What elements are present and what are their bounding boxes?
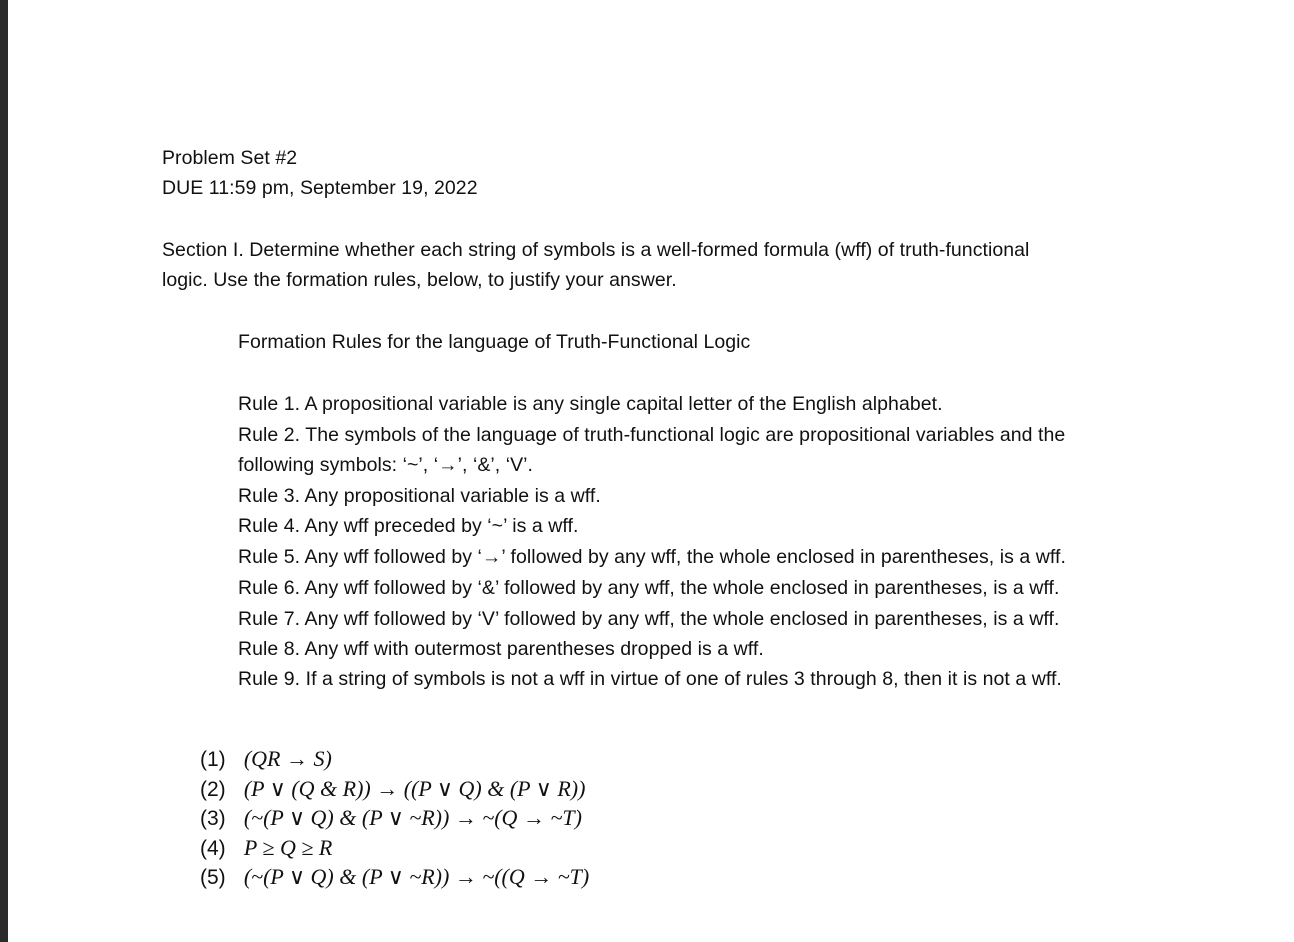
rule-line-9: Rule 9. If a string of symbols is not a wff in virtue of one of rules 3 through 8, then it is not a wff. <box>238 668 1062 690</box>
section-instructions-line-1: Section I. Determine whether each string of symbols is a well-formed formula (wff) of truth-functional <box>162 239 1030 261</box>
due-date: DUE 11:59 pm, September 19, 2022 <box>162 177 478 199</box>
formula-item <box>200 862 589 892</box>
rule-line-4: Rule 4. Any wff preceded by ‘~’ is a wff. <box>238 515 579 537</box>
formula-item <box>200 744 589 774</box>
formula-number: (2) <box>200 777 226 801</box>
formula-number: (1) <box>200 748 226 771</box>
rule-line-6: Rule 6. Any wff followed by ‘&’ followed by any wff, the whole enclosed in parentheses, is a wff. <box>238 577 1060 599</box>
section-instructions-line-2: logic. Use the formation rules, below, to justify your answer. <box>162 269 677 291</box>
rule-line-2-continued: following symbols: ‘~’, ‘→’, ‘&’, ‘V’. <box>238 454 534 476</box>
formula-number: (4) <box>200 836 226 860</box>
formula-item <box>200 774 589 804</box>
window-left-edge <box>0 0 8 942</box>
formula-expression: P ≥ Q ≥ R <box>243 834 333 860</box>
document-page <box>8 0 1294 942</box>
formula-expression: (P ∨ (Q & R)) → ((P ∨ Q) & (P ∨ R)) <box>243 775 586 801</box>
rule-line-7: Rule 7. Any wff followed by ‘V’ followed by any wff, the whole enclosed in parentheses, is a wff. <box>238 608 1060 630</box>
formula-expression: (QR → S) <box>243 746 332 771</box>
formula-number: (3) <box>200 807 226 830</box>
rule-line-2: Rule 2. The symbols of the language of truth-functional logic are propositional variables and the <box>238 424 1066 446</box>
rule-line-3: Rule 3. Any propositional variable is a wff. <box>238 485 601 507</box>
formula-number: (5) <box>200 866 226 889</box>
rule-line-1: Rule 1. A propositional variable is any single capital letter of the English alphabet. <box>238 393 943 415</box>
formula-expression: (~(P ∨ Q) & (P ∨ ~R)) → ~((Q → ~T) <box>243 864 590 889</box>
document-title: Problem Set #2 <box>162 147 298 169</box>
rule-line-8: Rule 8. Any wff with outermost parentheses dropped is a wff. <box>238 638 764 660</box>
rules-heading: Formation Rules for the language of Truth-Functional Logic <box>238 331 751 353</box>
formula-expression: (~(P ∨ Q) & (P ∨ ~R)) → ~(Q → ~T) <box>243 805 582 830</box>
formula-list <box>200 744 589 892</box>
formula-item <box>200 803 589 833</box>
formula-item <box>200 833 589 863</box>
rule-line-5: Rule 5. Any wff followed by ‘→’ followed by any wff, the whole enclosed in parentheses, is a wff. <box>238 546 1066 568</box>
